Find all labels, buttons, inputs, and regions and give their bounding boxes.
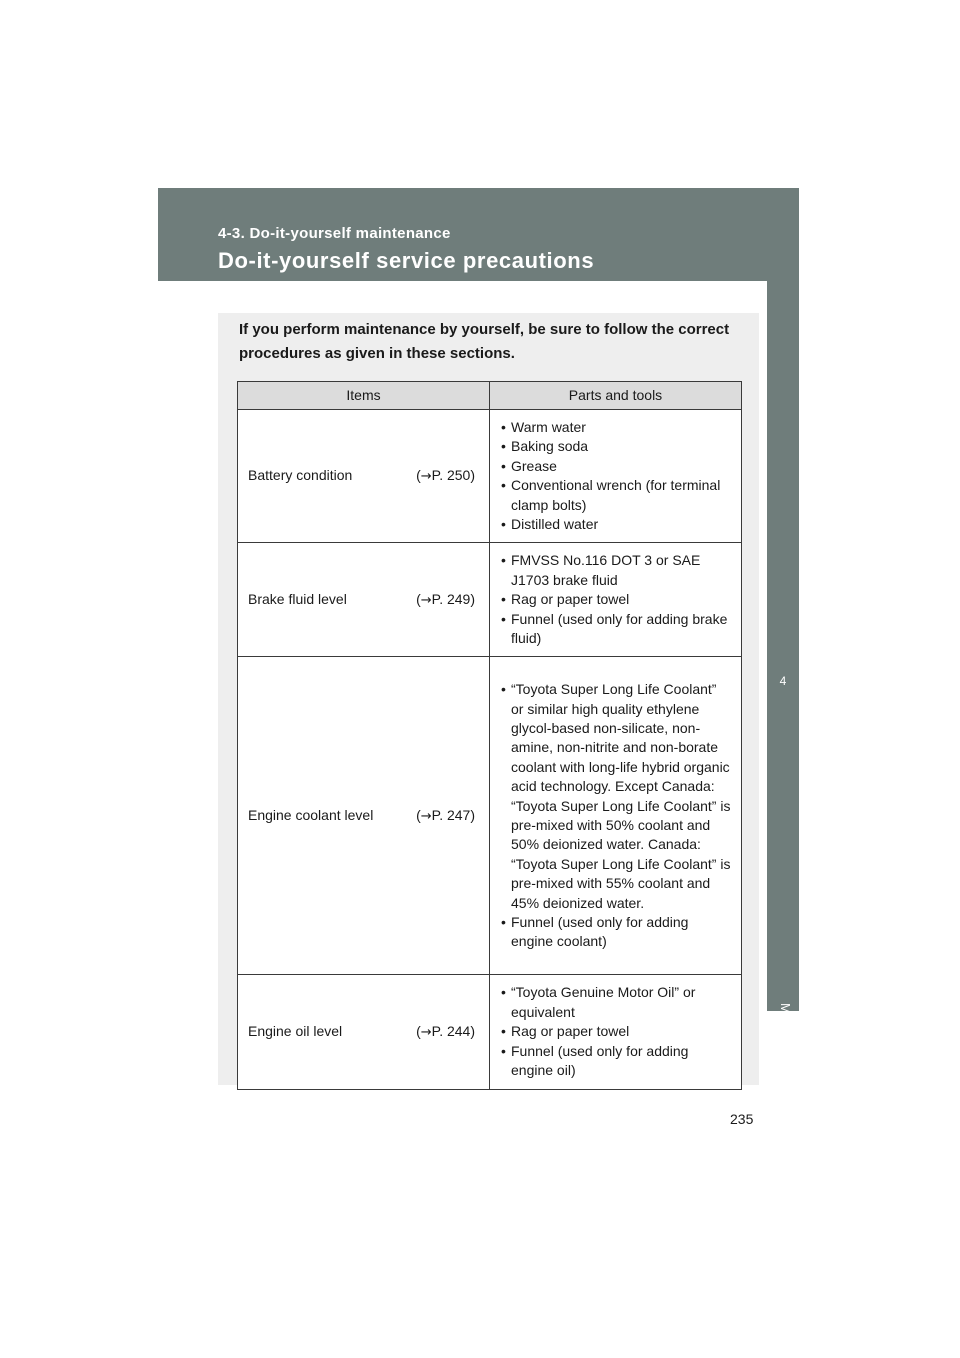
list-item: • Funnel (used only for adding engine coolant) [501, 913, 731, 952]
parts-cell [490, 975, 742, 1089]
table-header-row [238, 382, 742, 410]
item-cell [238, 975, 490, 1089]
table-row [238, 657, 742, 975]
item-name: Battery condition [248, 467, 353, 484]
list-item: • Rag or paper towel [501, 590, 731, 609]
parts-cell [490, 657, 742, 975]
list-item: • Warm water [501, 418, 731, 437]
right-arrow-icon: → [420, 808, 432, 824]
list-item: • Conventional wrench (for terminal clamp bolts) [501, 476, 731, 515]
page-reference[interactable]: (→P. 247) [416, 806, 475, 824]
right-arrow-icon: → [420, 592, 432, 608]
intro-text: If you perform maintenance by yourself, be sure to follow the correct procedures as given in these sections. [239, 321, 730, 362]
table-row [238, 975, 742, 1089]
chapter-number: 4 [779, 674, 787, 688]
page-reference[interactable]: (→P. 250) [416, 467, 475, 485]
list-item: • Rag or paper towel [501, 1022, 731, 1041]
column-header-parts: Parts and tools [490, 382, 742, 410]
column-header-items: Items [238, 382, 490, 410]
item-cell [238, 657, 490, 975]
right-arrow-icon: → [420, 1024, 432, 1040]
parts-cell [490, 410, 742, 543]
item-name: Brake fluid level [248, 590, 347, 607]
item-name: Engine oil level [248, 1022, 343, 1039]
list-item: • Baking soda [501, 437, 731, 456]
list-item: • FMVSS No.116 DOT 3 or SAE J1703 brake fluid [501, 551, 731, 590]
item-name: Engine coolant level [248, 806, 374, 823]
maintenance-table [237, 381, 742, 1090]
table-row [238, 543, 742, 657]
page-reference[interactable]: (→P. 249) [416, 590, 475, 608]
chapter-name: Maintenance and care [778, 1003, 793, 1138]
list-item: • Distilled water [501, 515, 731, 534]
page-number: 235 [730, 1111, 754, 1127]
section-label: 4-3. Do-it-yourself maintenance [218, 225, 451, 242]
item-cell [238, 543, 490, 657]
table-row [238, 410, 742, 543]
list-item: • “Toyota Super Long Life Coolant” or similar high quality ethylene glycol-based non-silicate, non-amine, non-nitrite and non-borate coolant with long-life hybrid organic acid technology. Except Canada: “Toyota Super Long Life Coolant” is pre-mixed with 50% coolant and 50% deionized water. Canada: “Toyota Super Long Life Coolant” is pre-mixed with 55% coolant and 45% deionized water. [501, 680, 731, 913]
parts-cell [490, 543, 742, 657]
right-arrow-icon: → [420, 469, 432, 485]
page-reference[interactable]: (→P. 244) [416, 1022, 475, 1040]
list-item: • “Toyota Genuine Motor Oil” or equivalent [501, 983, 731, 1022]
list-item: • Grease [501, 457, 731, 476]
list-item: • Funnel (used only for adding brake fluid) [501, 610, 731, 649]
page-title: Do-it-yourself service precautions [218, 248, 595, 273]
list-item: • Funnel (used only for adding engine oil) [501, 1042, 731, 1081]
chapter-side-tab [767, 281, 799, 1138]
item-cell [238, 410, 490, 543]
